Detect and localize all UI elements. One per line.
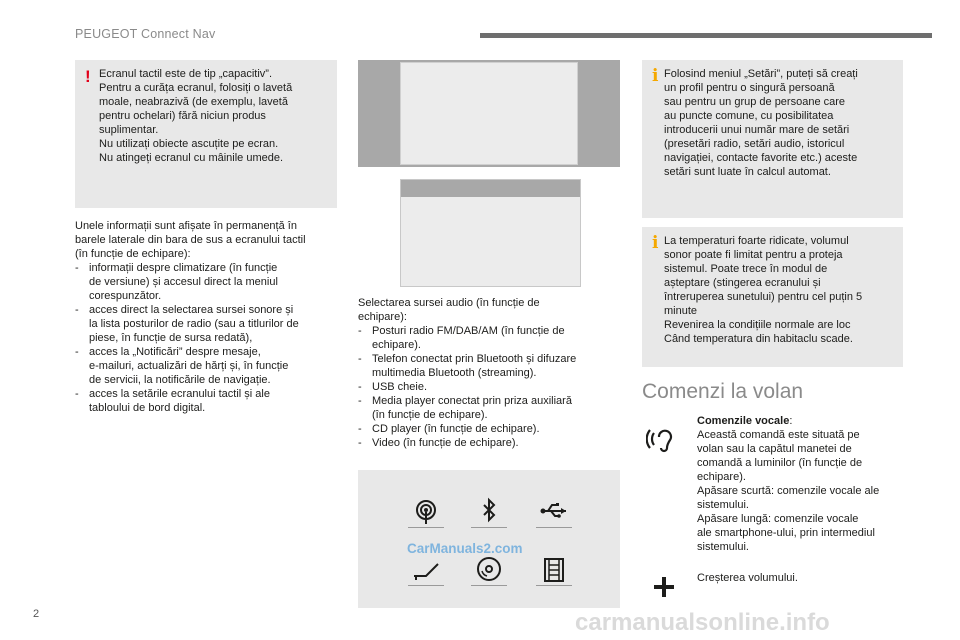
note-line: Când temperatura din habitaclu scade.: [664, 333, 853, 345]
header-rule: [480, 33, 932, 38]
list-item: [358, 422, 620, 436]
list-item: [358, 394, 620, 422]
aux-jack-icon: [408, 552, 444, 588]
list-item: [358, 436, 620, 450]
paragraph-line: Selectarea sursei audio (în funcție de: [358, 297, 540, 309]
note-line: (presetări radio, setări audio, istoricul: [664, 138, 845, 150]
list-item: [75, 387, 345, 415]
note-line: Nu atingeți ecranul cu mâinile umede.: [99, 152, 284, 164]
paragraph-line: sistemului.: [697, 541, 749, 553]
note-line: Pentru a curăța ecranul, folosiți o lavetă: [99, 82, 293, 94]
list-item-line: corespunzător.: [89, 290, 162, 302]
watermark: CarManuals2.com: [407, 541, 523, 556]
list-item: [75, 261, 345, 303]
page-number: 2: [33, 608, 40, 620]
left-list: [75, 261, 345, 415]
voice-command-lines: [697, 428, 912, 554]
icon-underline: [408, 585, 444, 586]
paragraph-line: Această comandă este situată pe: [697, 429, 860, 441]
list-item: [358, 324, 620, 352]
note-line: setări sunt luate în calcul automat.: [664, 166, 831, 178]
list-item-line: de versiune) și accesul direct la meniul: [89, 276, 278, 288]
note-line: sonor poate fi limitat pentru a proteja: [664, 249, 843, 261]
note-line: Folosind meniul „Setări”, puteți să creați: [664, 68, 858, 80]
list-item-line: - Posturi radio FM/DAB/AM (în funcție de: [372, 325, 565, 337]
paragraph-line: (în funcție de echipare):: [75, 248, 191, 260]
middle-intro: [358, 296, 620, 324]
list-item-line: multimedia Bluetooth (streaming).: [372, 367, 537, 379]
list-item-line: - acces la „Notificări” despre mesaje,: [89, 346, 261, 358]
list-item-line: - acces direct la selectarea sursei sonore și: [89, 304, 294, 316]
info-note-profiles-text: [664, 67, 895, 179]
info-note-temperature-text: [664, 234, 895, 346]
note-line: un profil pentru o singură persoană: [664, 82, 835, 94]
info-note-temperature: [642, 227, 903, 367]
list-item-line: echipare).: [372, 339, 421, 351]
paragraph-line: volan sau la capătul manetei de: [697, 443, 852, 455]
icon-underline: [536, 585, 572, 586]
list-item-line: piese, în funcție de sursa redată),: [89, 332, 253, 344]
paragraph-line: sistemului.: [697, 499, 749, 511]
note-line: pentru ochelari) fără niciun produs: [99, 110, 266, 122]
icon-underline: [471, 585, 507, 586]
list-item: [75, 303, 345, 345]
screen-illustration-top: [358, 60, 620, 167]
note-line: au puncte comune, cu posibilitatea: [664, 110, 834, 122]
left-column-text: [75, 219, 345, 415]
info-icon: i: [652, 66, 659, 86]
info-note-profiles: [642, 60, 903, 218]
paragraph-line: Apăsare lungă: comenzile vocale: [697, 513, 859, 525]
middle-column-text: [358, 296, 620, 450]
screen-small-header: [401, 180, 580, 197]
note-line: întreruperea sunetului) pentru cel puțin 5: [664, 291, 863, 303]
note-line: suplimentar.: [99, 124, 159, 136]
list-item: [75, 345, 345, 387]
paragraph-line: Apăsare scurtă: comenzile vocale ale: [697, 485, 880, 497]
paragraph-line: ale smartphone-ului, prin intermediul: [697, 527, 875, 539]
list-item-line: tabloului de bord digital.: [89, 402, 206, 414]
list-item: [358, 380, 620, 394]
cd-icon: [471, 552, 507, 588]
paragraph-line: barele laterale din bara de sus a ecranului tactil: [75, 234, 306, 246]
paragraph-line: comandă a luminilor (în funcție de: [697, 457, 863, 469]
voice-command-text: [697, 414, 912, 554]
icon-underline: [471, 527, 507, 528]
note-line: navigației, contacte favorite etc.) aceste: [664, 152, 858, 164]
screen-illustration-small: [400, 179, 581, 287]
list-item-line: - informații despre climatizare (în funcție: [89, 262, 278, 274]
note-line: minute: [664, 305, 698, 317]
warning-note-text: [99, 67, 329, 165]
list-item-line: la lista posturilor de radio (sau a titlurilor de: [89, 318, 299, 330]
list-item-line: - CD player (în funcție de echipare).: [372, 423, 540, 435]
warning-exclamation-icon: !: [85, 67, 91, 86]
note-line: moale, neabrazivă (de exemplu, lavetă: [99, 96, 288, 108]
volume-up-text: Creșterea volumului.: [697, 572, 798, 584]
paragraph-line: Unele informații sunt afișate în permanență în: [75, 220, 297, 232]
note-line: Ecranul tactil este de tip „capacitiv”.: [99, 68, 273, 80]
voice-command-icon: [646, 421, 682, 462]
bluetooth-icon: [471, 494, 507, 530]
info-icon: i: [652, 233, 659, 253]
icon-underline: [408, 527, 444, 528]
note-line: Revenirea la condițiile normale are loc: [664, 319, 851, 331]
note-line: La temperaturi foarte ridicate, volumul: [664, 235, 849, 247]
list-item-line: - Telefon conectat prin Bluetooth și difuzare: [372, 353, 577, 365]
list-item-line: - Video (în funcție de echipare).: [372, 437, 519, 449]
note-line: sistemul. Poate trece în modul de: [664, 263, 828, 275]
note-line: sau pentru un grup de persoane care: [664, 96, 846, 108]
voice-command-heading: Comenzile vocale: [697, 415, 790, 427]
section-title: Comenzi la volan: [642, 380, 804, 403]
voice-command-heading-suffix: :: [789, 415, 793, 427]
left-intro: [75, 219, 345, 261]
note-line: Nu utilizați obiecte ascuțite pe ecran.: [99, 138, 279, 150]
list-item-line: - acces la setările ecranului tactil și ale: [89, 388, 270, 400]
list-item-line: (în funcție de echipare).: [372, 409, 488, 421]
list-item: [358, 352, 620, 380]
list-item-line: - Media player conectat prin priza auxiliară: [372, 395, 572, 407]
paragraph-line: echipare).: [697, 471, 746, 483]
page-header-title: PEUGEOT Connect Nav: [75, 27, 216, 41]
media-sources-panel: [358, 470, 620, 608]
screen-display: [400, 62, 578, 165]
list-item-line: e-mailuri, actualizări de hărți și, în funcție: [89, 360, 289, 372]
video-icon: [536, 552, 572, 588]
warning-note: [75, 60, 337, 208]
plus-icon: [652, 575, 676, 604]
note-line: introducerii unui număr mare de setări: [664, 124, 850, 136]
paragraph-line: echipare):: [358, 311, 407, 323]
middle-list: [358, 324, 620, 450]
note-line: așteptare (stingerea ecranului și: [664, 277, 821, 289]
list-item-line: - USB cheie.: [372, 381, 428, 393]
footer-watermark-url: carmanualsonline.info: [575, 609, 830, 636]
icon-underline: [536, 527, 572, 528]
list-item-line: de servicii, la notificările de navigație.: [89, 374, 271, 386]
usb-icon: [536, 494, 572, 530]
radio-icon: [408, 494, 444, 530]
